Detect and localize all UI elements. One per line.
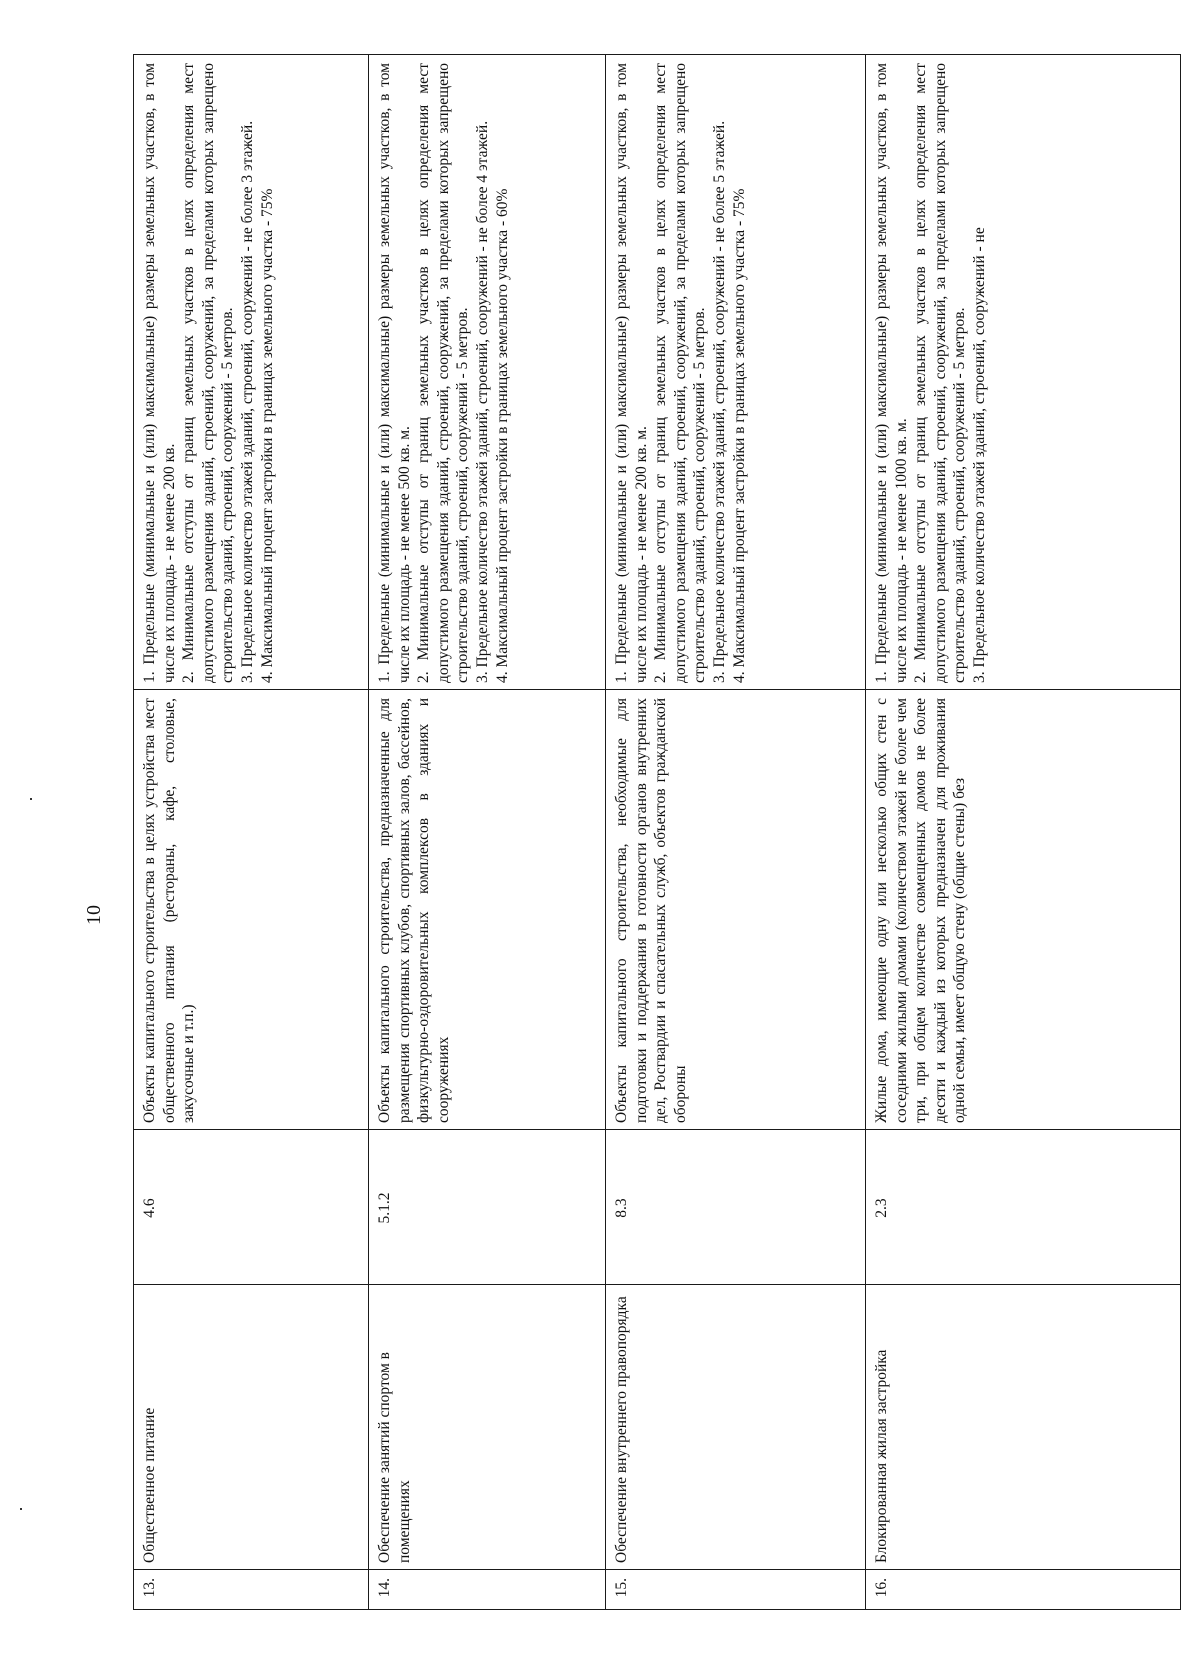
row-number: 15. [606, 1570, 866, 1610]
land-use-description: Объекты капитального строительства, предназначенные для размещения спортивных клубов, спортивных залов, бассейнов, физкультурно-оздоровительных комплексов в зданиях и сооружениях [369, 690, 606, 1130]
page-number: 10 [83, 905, 105, 925]
row-number: 14. [369, 1570, 606, 1610]
parameter-item: 2. Минимальные отступы от границ земельных участков в целях определения мест допустимого размещения зданий, строений, сооружений, за пределами которых запрещено строительство зданий, строений, сооружений - 5 метров. [180, 63, 237, 683]
rotated-table-frame [133, 55, 1180, 1610]
table-row [134, 55, 369, 1610]
parameter-item: 3. Предельное количество этажей зданий, строений, сооружений - не более 3 этажей. [238, 120, 256, 683]
land-use-name: Обеспечение внутреннего правопорядка [606, 1285, 866, 1570]
parameter-item: 1. Предельные (минимальные и (или) максимальные) размеры земельных участков, в том числе их площадь - не менее 1000 кв. м. [873, 63, 910, 683]
parameter-item: 1. Предельные (минимальные и (или) максимальные) размеры земельных участков, в том числе их площадь - не менее 500 кв. м. [376, 63, 413, 683]
parameters-cell [134, 55, 369, 690]
parameter-item: 4. Максимальный процент застройки в границах земельного участка - 75% [258, 188, 276, 683]
land-use-table [133, 54, 1181, 1610]
table-row [606, 55, 866, 1610]
parameters-cell [369, 55, 606, 690]
table-row [866, 55, 1181, 1610]
parameter-item: 2. Минимальные отступы от границ земельных участков в целях определения мест допустимого размещения зданий, строений, сооружений, за пределами которых запрещено строительство зданий, строений, сооружений - 5 метров. [912, 63, 969, 683]
land-use-name: Общественное питание [134, 1285, 369, 1570]
scan-speck [20, 1508, 22, 1510]
parameter-item: 2. Минимальные отступы от границ земельных участков в целях определения мест допустимого размещения зданий, строений, сооружений, за пределами которых запрещено строительство зданий, строений, сооружений - 5 метров. [652, 63, 709, 683]
parameters-cell [606, 55, 866, 690]
parameter-item: 2. Минимальные отступы от границ земельных участков в целях определения мест допустимого размещения зданий, строений, сооружений, за пределами которых запрещено строительство зданий, строений, сооружений - 5 метров. [415, 63, 472, 683]
land-use-code: 8.3 [606, 1130, 866, 1285]
parameter-item: 4. Максимальный процент застройки в границах земельного участка - 60% [493, 188, 511, 683]
parameter-item: 3. Предельное количество этажей зданий, строений, сооружений - не [970, 227, 988, 683]
scan-speck [30, 798, 32, 800]
land-use-description: Объекты капитального строительства в целях устройства мест общественного питания (рестораны, кафе, столовые, закусочные и т.п.) [134, 690, 369, 1130]
land-use-code: 2.3 [866, 1130, 1181, 1285]
table-row [369, 55, 606, 1610]
land-use-description: Объекты капитального строительства, необходимые для подготовки и поддержания в готовности органов внутренних дел, Росгвардии и спасательных служб, объектов гражданской обороны [606, 690, 866, 1130]
row-number: 16. [866, 1570, 1181, 1610]
land-use-description: Жилые дома, имеющие одну или несколько общих стен с соседними жилыми домами (количеством этажей не более чем три, при общем количестве совмещенных домов не более десяти и каждый из которых предназначен для проживания одной семьи, имеет общую стену (общие стены) без [866, 690, 1181, 1130]
parameter-item: 4. Максимальный процент застройки в границах земельного участка - 75% [730, 188, 748, 683]
row-number: 13. [134, 1570, 369, 1610]
parameter-item: 1. Предельные (минимальные и (или) максимальные) размеры земельных участков, в том числе их площадь - не менее 200 кв. м. [613, 63, 650, 683]
land-use-name: Блокированная жилая застройка [866, 1285, 1181, 1570]
land-use-name: Обеспечение занятий спортом в помещениях [369, 1285, 606, 1570]
land-use-code: 4.6 [134, 1130, 369, 1285]
parameter-item: 1. Предельные (минимальные и (или) максимальные) размеры земельных участков, в том числе их площадь - не менее 200 кв. [141, 63, 178, 683]
land-use-code: 5.1.2 [369, 1130, 606, 1285]
parameter-item: 3. Предельное количество этажей зданий, строений, сооружений - не более 5 этажей. [710, 120, 728, 683]
parameter-item: 3. Предельное количество этажей зданий, строений, сооружений - не более 4 этажей. [473, 120, 491, 683]
parameters-cell [866, 55, 1181, 690]
